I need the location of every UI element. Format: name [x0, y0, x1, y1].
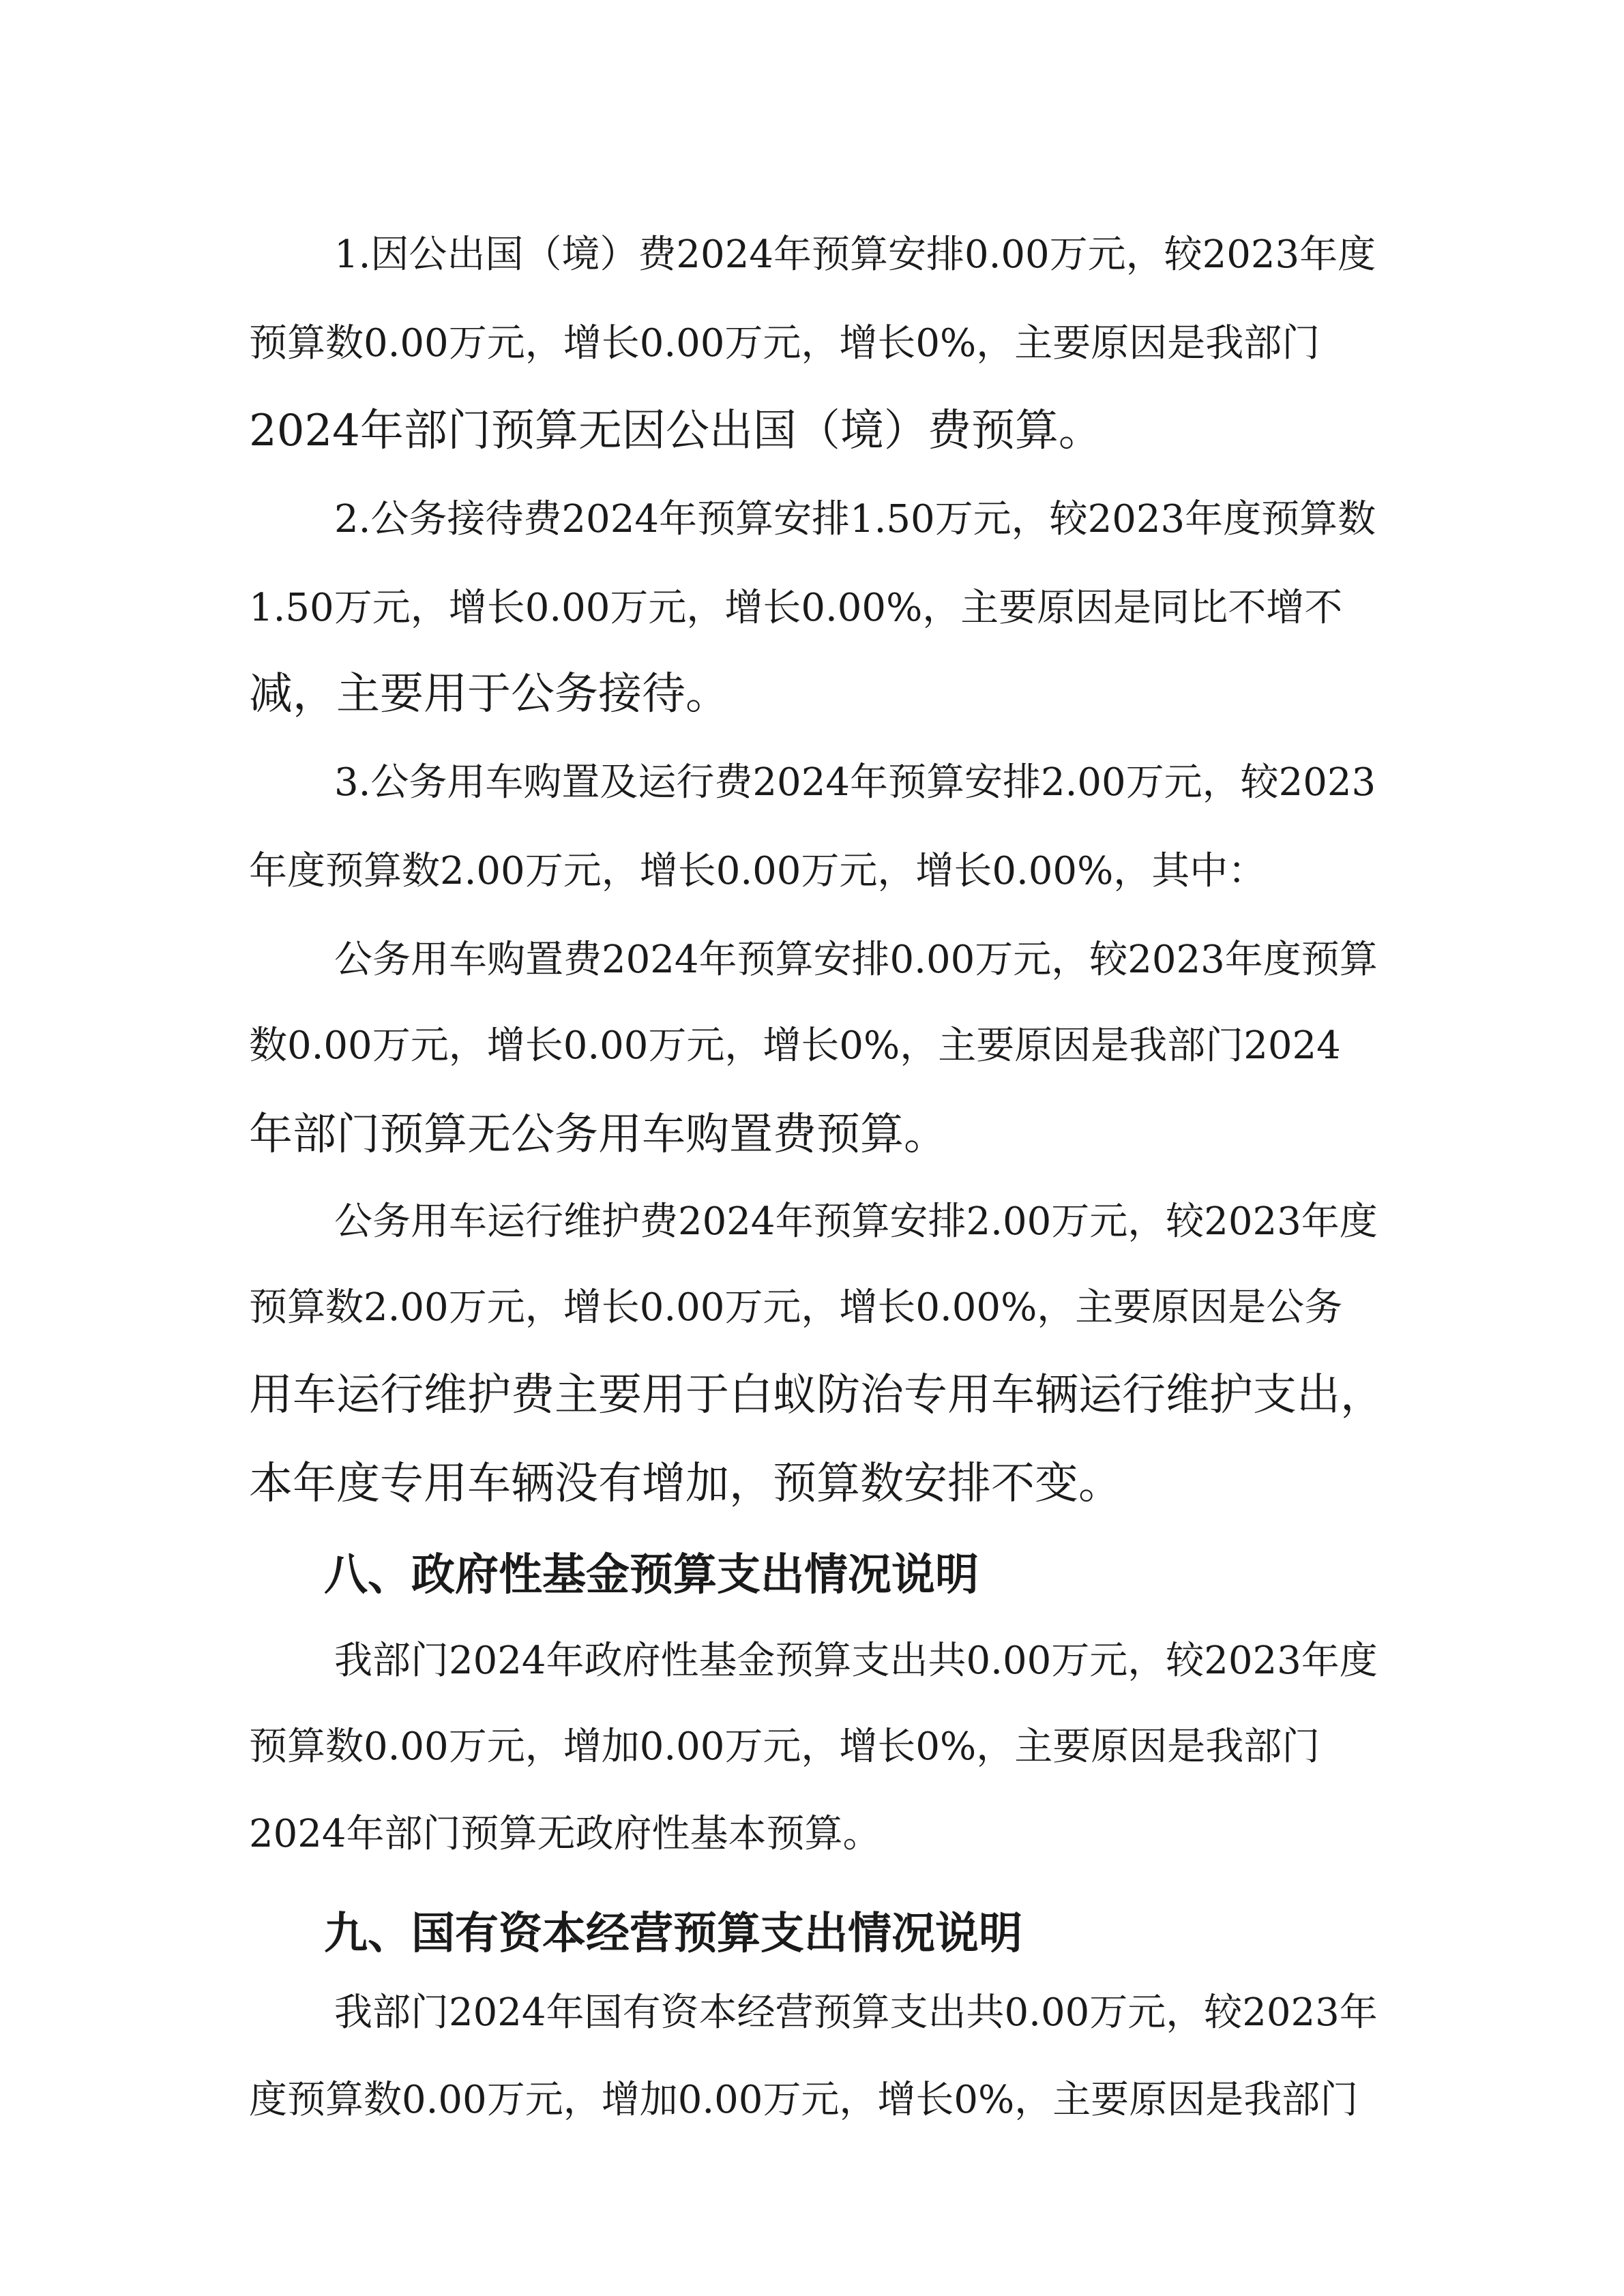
paragraph-line: 年度预算数2.00万元，增长0.00万元，增长0.00%，其中： [249, 849, 1267, 893]
paragraph-line: 我部门2024年国有资本经营预算支出共0.00万元，较2023年 [334, 1991, 1378, 2035]
paragraph-line: 1.50万元，增长0.00万元，增长0.00%，主要原因是同比不增不 [249, 586, 1343, 630]
paragraph-line: 年部门预算无公务用车购置费预算。 [249, 1109, 947, 1160]
paragraph-line: 我部门2024年政府性基金预算支出共0.00万元，较2023年度 [334, 1639, 1378, 1683]
paragraph-line: 减，主要用于公务接待。 [249, 669, 729, 719]
paragraph-line: 公务用车运行维护费2024年预算安排2.00万元，较2023年度 [334, 1199, 1378, 1244]
paragraph-line: 1.因公出国（境）费2024年预算安排0.00万元，较2023年度 [334, 233, 1376, 277]
section-heading: 八、政府性基金预算支出情况说明 [324, 1550, 979, 1600]
paragraph-line: 3.公务用车购置及运行费2024年预算安排2.00万元，较2023 [334, 760, 1376, 805]
paragraph-line: 本年度专用车辆没有增加，预算数安排不变。 [249, 1459, 1122, 1509]
paragraph-line: 预算数2.00万元，增长0.00万元，增长0.00%，主要原因是公务 [249, 1285, 1343, 1330]
paragraph-line: 度预算数0.00万元，增加0.00万元，增长0%，主要原因是我部门 [249, 2078, 1359, 2122]
paragraph-line: 用车运行维护费主要用于白蚁防治专用车辆运行维护支出， [249, 1370, 1384, 1420]
paragraph-line: 2024年部门预算无因公出国（境）费预算。 [249, 406, 1102, 456]
paragraph-line: 预算数0.00万元，增长0.00万元，增长0%，主要原因是我部门 [249, 321, 1320, 366]
paragraph-line: 2024年部门预算无政府性基本预算。 [249, 1812, 881, 1856]
section-heading: 九、国有资本经营预算支出情况说明 [324, 1909, 1022, 1959]
paragraph-line: 数0.00万元，增长0.00万元，增长0%，主要原因是我部门2024 [249, 1024, 1341, 1068]
paragraph-line: 预算数0.00万元，增加0.00万元，增长0%，主要原因是我部门 [249, 1725, 1320, 1769]
paragraph-line: 2.公务接待费2024年预算安排1.50万元，较2023年度预算数 [334, 497, 1376, 541]
paragraph-line: 公务用车购置费2024年预算安排0.00万元，较2023年度预算 [334, 938, 1378, 982]
